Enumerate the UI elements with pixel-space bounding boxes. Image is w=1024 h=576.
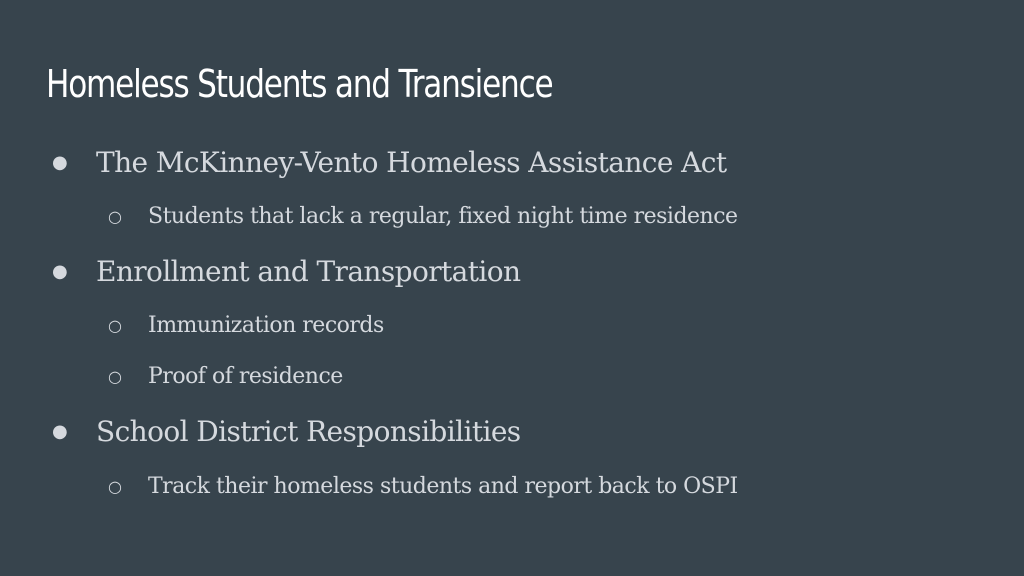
sub-bullet-text: Track their homeless students and report back to OSPI (148, 474, 738, 499)
sub-bullet-item-immunization (108, 312, 384, 340)
sub-bullet-item-residence-definition (108, 203, 738, 231)
sub-bullet-text: Proof of residence (148, 364, 343, 389)
bullet-item-enrollment (52, 255, 521, 289)
sub-bullet-text: Immunization records (148, 313, 384, 338)
filled-bullet-icon: ● (52, 421, 68, 442)
bullet-text: Enrollment and Transportation (96, 255, 521, 288)
hollow-bullet-icon: ○ (108, 367, 122, 386)
slide-title: Homeless Students and Transience (46, 62, 553, 106)
bullet-item-mckinney-vento (52, 146, 727, 180)
hollow-bullet-icon: ○ (108, 477, 122, 496)
sub-bullet-item-track-and-report (108, 473, 738, 501)
bullet-item-district-responsibilities (52, 415, 521, 449)
filled-bullet-icon: ● (52, 152, 68, 173)
hollow-bullet-icon: ○ (108, 316, 122, 335)
bullet-text: The McKinney-Vento Homeless Assistance Act (96, 146, 727, 179)
bullet-text: School District Responsibilities (96, 415, 521, 448)
filled-bullet-icon: ● (52, 261, 68, 282)
hollow-bullet-icon: ○ (108, 207, 122, 226)
sub-bullet-item-proof-of-residence (108, 363, 343, 391)
sub-bullet-text: Students that lack a regular, fixed night time residence (148, 204, 738, 229)
